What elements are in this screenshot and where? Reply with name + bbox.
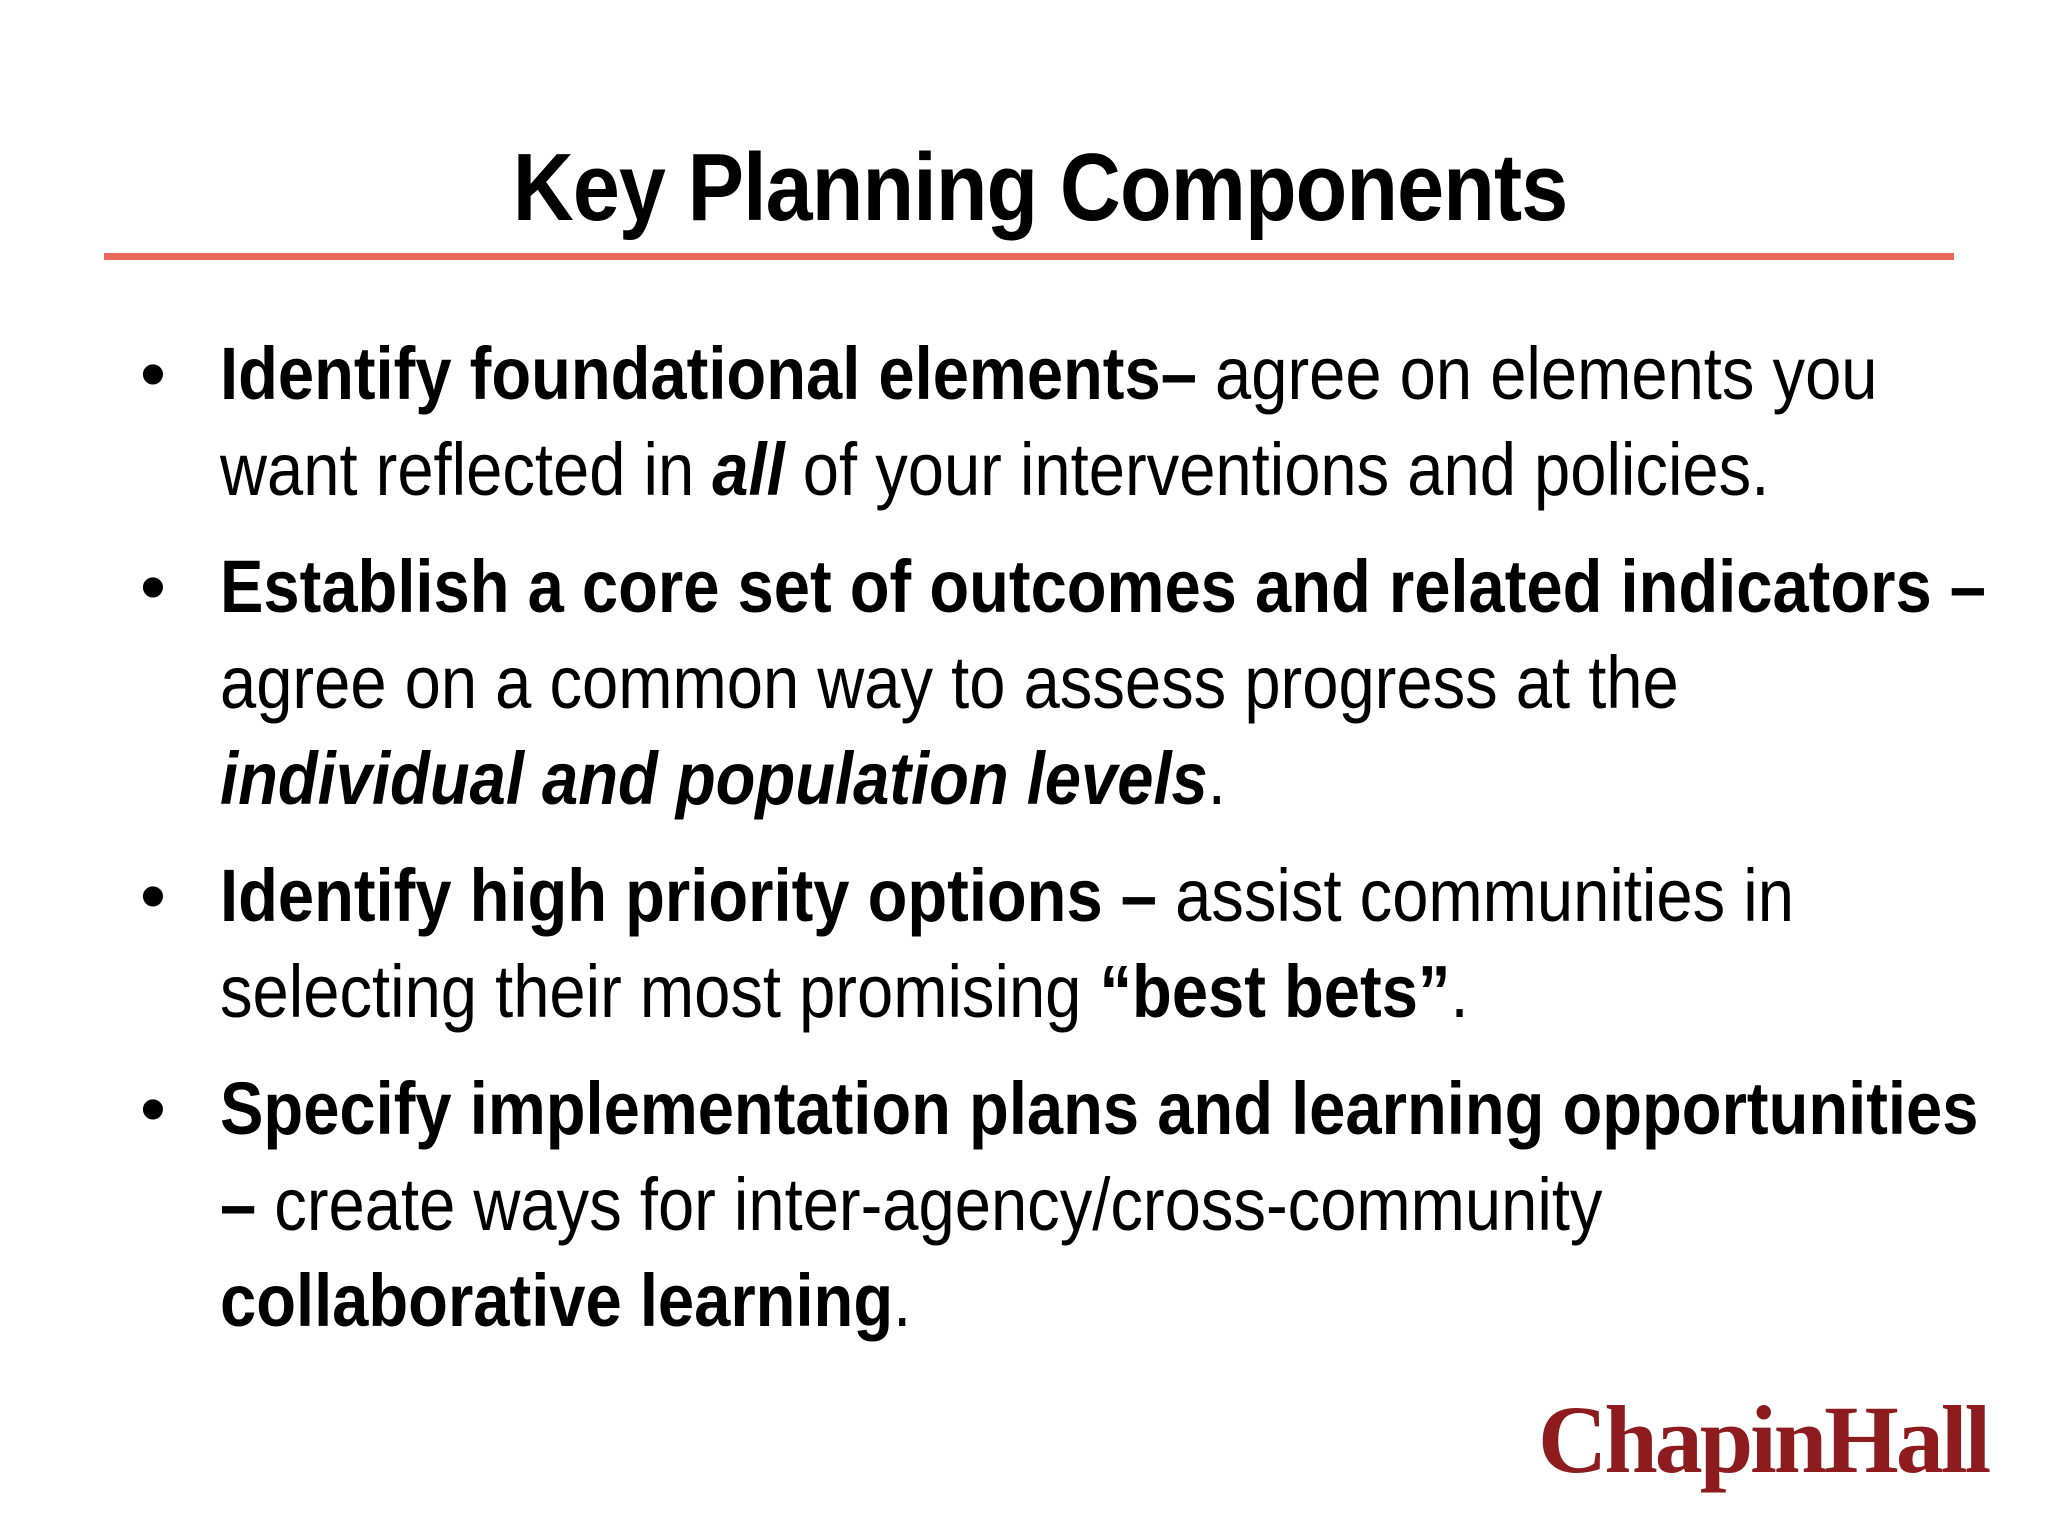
bullet-text [220, 539, 1998, 827]
title-divider [104, 253, 1954, 260]
bullet-text [220, 848, 1998, 1040]
bullet-marker: • [140, 1067, 166, 1150]
bullet-body: . [1207, 737, 1226, 820]
bullet-heading: Specify implementation plans and learning opportunities – [220, 1067, 1979, 1246]
bullet-body: agree on a common way to assess progress at the [220, 641, 1679, 724]
chapin-hall-logo: ChapinHall [1538, 1386, 1989, 1493]
bullet-marker: • [140, 332, 166, 415]
bullet-body: create ways for inter-agency/cross-community [256, 1163, 1603, 1246]
bullet-marker: • [140, 854, 166, 937]
bullet-item-implementation-plans [140, 1061, 1979, 1349]
bullet-list [140, 326, 1987, 1370]
bullet-emphasis: collaborative learning [220, 1259, 894, 1342]
bullet-heading: Identify high priority options – [220, 854, 1157, 937]
bullet-item-foundational-elements [140, 326, 1920, 518]
bullet-body: of your interventions and policies. [784, 428, 1770, 511]
bullet-text [220, 326, 1998, 518]
bullet-text [220, 1061, 1998, 1349]
bullet-item-outcomes-indicators [140, 539, 1987, 827]
bullet-emphasis: individual and population levels [220, 737, 1208, 820]
bullet-item-high-priority-options [140, 848, 1920, 1040]
bullet-heading: Establish a core set of outcomes and related indicators – [220, 545, 1987, 628]
bullet-body: assist communities in selecting their most promising [220, 854, 1794, 1033]
bullet-heading: Identify foundational elements– [220, 332, 1197, 415]
bullet-marker: • [140, 545, 166, 628]
bullet-emphasis: all [712, 428, 785, 511]
bullet-body: . [893, 1259, 912, 1342]
bullet-emphasis: “best bets” [1099, 950, 1451, 1033]
bullet-body: . [1450, 950, 1469, 1033]
slide-title: Key Planning Components [512, 134, 1568, 241]
bullet-body: agree on elements you want reflected in [220, 332, 1878, 511]
